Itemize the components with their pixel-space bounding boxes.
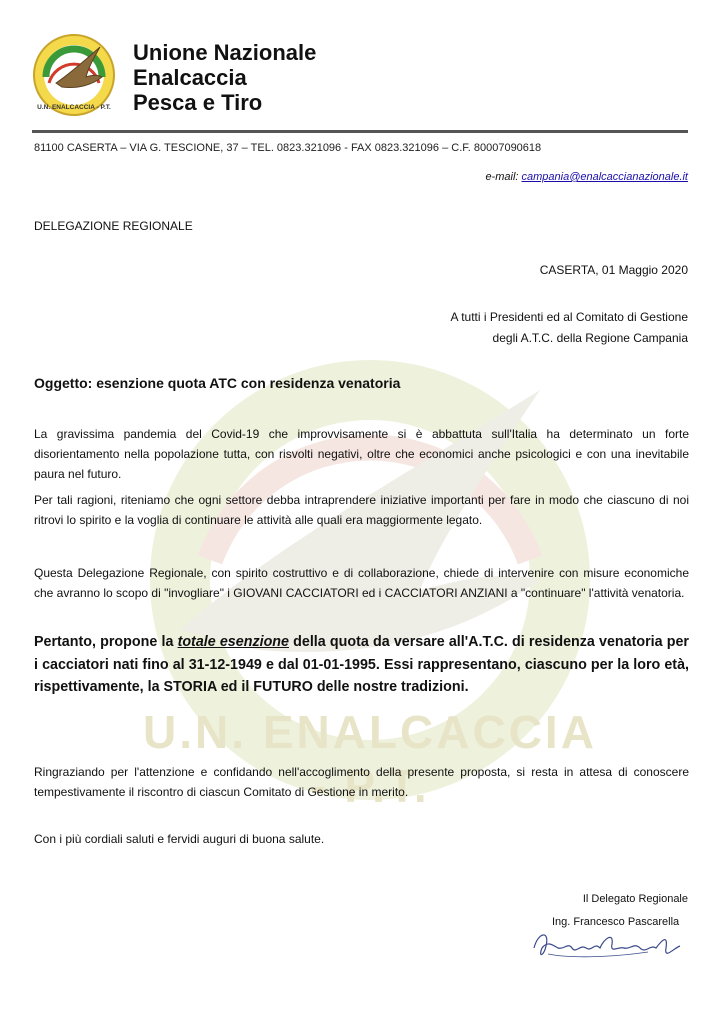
paragraph-1: La gravissima pandemia del Covid-19 che improvvisamente si è abbattuta sull'Italia ha determinato un forte disorientamento nella popolazione tutta, con risvolti negativi, oltre che economici anche psicologici e con una inevitabile paura nel futuro.: [34, 427, 689, 481]
paragraph-closing: Con i più cordiali saluti e fervidi auguri di buona salute.: [34, 832, 325, 846]
paragraph-proposal: [34, 631, 689, 699]
handwritten-signature: [528, 918, 688, 970]
org-line-2: Enalcaccia: [133, 65, 247, 90]
recipient-line-1: A tutti i Presidenti ed al Comitato di Gestione: [450, 310, 688, 324]
letter-date: CASERTA, 01 Maggio 2020: [539, 263, 688, 277]
recipient-block: [451, 307, 688, 349]
watermark-text: U.N. ENALCACCIA - P.T.: [143, 706, 597, 812]
proposal-post: della quota da versare all'A.T.C. di residenza venatoria per i cacciatori nati fino al 31-12-1949 e dal 01-01-1995. Essi rappresentano, ciascuno per la loro età, rispettivamente, la STORIA ed il FUTURO delle nostre tradizioni.: [34, 634, 689, 695]
organization-name: [133, 40, 316, 115]
email-line: [485, 171, 688, 183]
recipient-line-2: degli A.T.C. della Regione Campania: [492, 331, 688, 345]
paragraph-3: Questa Delegazione Regionale, con spirito costruttivo e di collaborazione, chiede di intervenire con misure economiche che avranno lo scopo di "invogliare" i GIOVANI CACCIATORI ed i CACCIATORI ANZIANI a "continuare" l'attività venatoria.: [34, 566, 689, 600]
paragraph-5: Ringraziando per l'attenzione e confidando nell'accoglimento della presente proposta, si resta in attesa di conoscere tempestivamente il riscontro di ciascun Comitato di Gestione in merito.: [34, 765, 689, 799]
email-link[interactable]: campania@enalcaccianazionale.it: [521, 171, 688, 183]
header-divider: [32, 130, 688, 133]
email-label: e-mail:: [485, 171, 522, 183]
paragraph-2: Per tali ragioni, riteniamo che ogni settore debba intraprendere iniziative importanti per fare in modo che ciascuno di noi ritrovi lo spirito e la voglia di continuare le attività alle quali era maggiormente legato.: [34, 493, 689, 527]
org-line-3: Pesca e Tiro: [133, 90, 263, 115]
proposal-pre: Pertanto, propone la: [34, 634, 178, 650]
delegation-heading: DELEGAZIONE REGIONALE: [34, 219, 193, 233]
address-line: 81100 CASERTA – VIA G. TESCIONE, 37 – TEL. 0823.321096 - FAX 0823.321096 – C.F. 80007090618: [34, 142, 542, 154]
subject-line: Oggetto: esenzione quota ATC con residenza venatoria: [34, 375, 401, 391]
svg-text:U.N. ENALCACCIA - P.T.: U.N. ENALCACCIA - P.T.: [37, 104, 111, 111]
proposal-emphasis: totale esenzione: [177, 634, 289, 650]
signer-name: Ing. Francesco Pascarella: [552, 916, 680, 928]
org-line-1: Unione Nazionale: [133, 40, 317, 65]
signer-role: Il Delegato Regionale: [582, 893, 688, 905]
enalcaccia-logo: [32, 33, 116, 117]
